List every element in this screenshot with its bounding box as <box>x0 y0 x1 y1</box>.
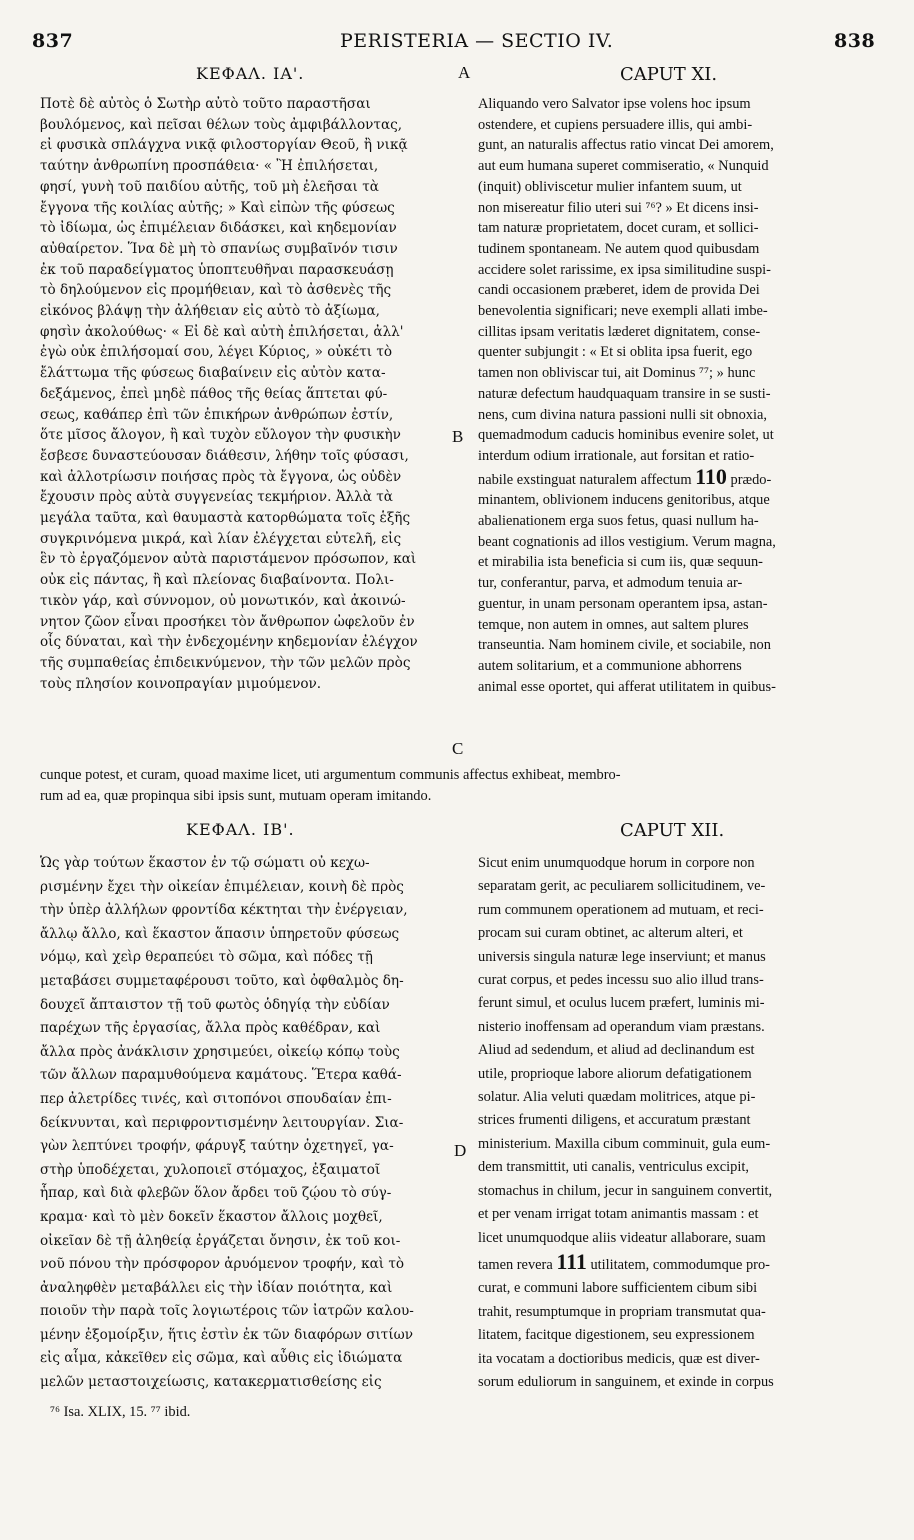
latin-text-chapter-11 <box>478 94 882 697</box>
latin-text-part: minantem, oblivionem inducens genitoribus, atque abalienationem erga suos fetus, quasi nullum ha- beant cognationis ad illos vestigium. Verum magna, et mirabilia ista beneficia si cum iis, quæ sequun- tur, conferantur, parva, et admodum tenuia ar- guentur, in unam personam operantem ipsa, astan- temque, non autem in omnes, aut saltem plures transeuntia. Nam hominem civile, et sociabile, non autem solitarium, et a communione abhorrens animal esse oportet, qui afferat utilitatem in quibus- <box>478 492 776 695</box>
margin-letter-d: D <box>454 1141 467 1160</box>
latin-chapter-title-12: CAPUT XII. <box>620 820 725 841</box>
greek-text-chapter-11: Ποτὲ δὲ αὐτὸς ὁ Σωτὴρ αὐτὸ τοῦτο παραστῆσαι βουλόμενος, καὶ πεῖσαι θέλων τοὺς ἀμφιβάλλοντας, εἰ φυσικὰ σπλάγχνα νικᾷ φιλοστοργίαν Θεοῦ, ἢ νικᾷ ταύτην ἀνθρωπίνη προσπάθεια· « Ἢ ἐπιλήσεται, φησί, γυνὴ τοῦ παιδίου αὐτῆς, τοῦ μὴ ἐλεῆσαι τὰ ἔγγονα τῆς κοιλίας αὐτῆς; » Καὶ εἰπὼν τῆς φύσεως τὸ ἰδίωμα, ὡς ἐπιμέλειαν διδάσκει, καὶ κηδεμονίαν αὐθαίρετον. Ἵνα δὲ μὴ τὸ σπανίως συμβαῖνόν τισιν ἐκ τοῦ παραδείγματος ὑποπτευθῆναι παρασκευάσῃ τὸ δηλούμενον εἰς προμήθειαν, καὶ τὸ ἀσθενὲς τῆς εἰκόνος βλάψῃ τὴν ἀλήθειαν εἰς αὐτὸ τὸ ἀξίωμα, φησὶν ἀκολούθως· « Εἰ δὲ καὶ αὐτὴ ἐπιλήσεται, ἀλλ' ἐγὼ οὐκ ἐπιλήσομαί σου, λέγει Κύριος, » οὐκέτι τὸ ἔλάττωμα τῆς φύσεως διαβαίνειν εἰς αὐτὸν κατα- δεξάμενος, ἐπεὶ μηδὲ πάθος τῆς θείας ἅπτεται φύ- σεως, καθάπερ ἐπὶ τῶν ἐπικήρων ἀνθρώπων ἐστίν, ὅτε μῖσος ἄλογον, ἢ καὶ τυχὸν εὔλογον τὴν φυσικὴν ἔσβεσε δυναστεύουσαν διάθεσιν, λήθην τοῖς φύσασι, καὶ ἀλλοτρίωσιν ποιήσας πρὸς τὰ ἔγγονα, ὡς οὐδὲν ἔχουσιν πρὸς αὐτὰ συγγενείας τεκμήριον. Ἀλλὰ τὰ μεγάλα ταῦτα, καὶ θαυμαστὰ κατορθώματα τοῖς ἑξῆς συγκρινόμενα μικρά, καὶ λίαν ἐλέγχεται εὐτελῆ, εἰς ἓν τὸ ἐργαζόμενον αὐτὰ παριστάμενον πρόσωπον, καὶ οὐκ εἰς πάντας, ἢ καὶ πλείονας διαβαίνοντα. Πολι- τικὸν γάρ, καὶ σύννομον, οὐ μονωτικόν, καὶ ἀκοινώ- νητον ζῶον εἶναι προσήκει τὸν ἄνθρωπον ὠφελοῦν ἐν οἷς δύναται, καὶ τὴν ἐνδεχομένην κηδεμονίαν ἐλέγχον τῆς συμπαθείας ἐπιδεικνύμενον, τὴν τῶν μελῶν πρὸς τοὺς πλησίον κοινοπραγίαν μιμούμενον. <box>40 96 418 692</box>
latin-text-part: curat, e communi labore sufficientem cibum sibi trahit, resumptumque in propriam transmutat qua- litatem, facitque digestionem, seu expressionem ita vocatam a doctioribus medicis, quæ est diver- sorum eduliorum in sanguinem, et exinde in corpus <box>478 1280 774 1390</box>
greek-chapter-title-11: ΚΕΦΑΛ. ΙΑ'. <box>196 64 305 83</box>
greek-text-chapter-12: Ὡς γὰρ τούτων ἕκαστον ἐν τῷ σώματι οὐ κεχω- ρισμένην ἔχει τὴν οἰκείαν ἐπιμέλειαν, κοινὴ δὲ πρὸς τὴν ὑπὲρ ἀλλήλων φροντίδα κέκτηται τὴν ἐνέργειαν, ἄλλῳ ἄλλο, καὶ ἕκαστον ἅπασιν ὑπηρετοῦν φύσεως νόμῳ, καὶ χεὶρ θεραπεύει τὸ σῶμα, καὶ πόδες τῇ μεταβάσει συμμεταφέρουσι τοῦτο, καὶ ὀφθαλμὸς δη- δουχεῖ ἄπταιστον τῇ τοῦ φωτὸς ὁδηγίᾳ τὴν εὐδίαν παρέχων τῆς ἐργασίας, ἄλλα πρὸς καθέδραν, καὶ ἄλλα πρὸς ἀνάκλισιν χρησιμεύει, οἰκείῳ κόπῳ τοὺς τῶν ἄλλων παραμυθούμενα καμάτους. Ἕτερα καθά- περ ἀλετρίδες τινές, καὶ σιτοπόνοι σπουδαίαν ἐπι- δείκνυνται, καὶ περιφροντισμένην λειτουργίαν. Σια- γὼν λεπτύνει τροφήν, φάρυγξ ταύτην ὀχετηγεῖ, γα- στὴρ ὑποδέχεται, χυλοποιεῖ στόμαχος, ἐξαιματοῖ ἧπαρ, καὶ διὰ φλεβῶν ὅλον ἄρδει τοῦ ζῴου τὸ σύγ- κραμα· καὶ τὸ μὲν δοκεῖν ἕκαστον ἄλλοις μοχθεῖ, οἰκεῖαν δὲ τῇ ἀληθείᾳ ἐργάζεται ὄνησιν, ἐκ τοῦ κοι- νοῦ πόνου τὴν πρόσφορον ἀρυόμενον τροφήν, καὶ τὸ ἀναληφθὲν μεταβάλλει εἰς τὴν ἰδίαν ποιότητα, καὶ ποιοῦν τὴν παρὰ τοῖς λογιωτέροις τῶν ἰατρῶν καλου- μένην ἐξομοίρξιν, ἥτις ἐστὶν ἐκ τῶν διαφόρων σιτίων εἰς αἷμα, κἀκεῖθεν εἰς σῶμα, καὶ αὖθις εἰς ἰδιώματα μελῶν μεταστοιχείωσις, κατακερματισθείσης εἰς <box>40 855 414 1391</box>
footnotes: ⁷⁶ Isa. XLIX, 15. ⁷⁷ ibid. <box>50 1404 191 1420</box>
latin-text-part: utilitatem, commodumque pro- <box>586 1256 770 1273</box>
latin-text-continuation: cunque potest, et curam, quoad maxime licet, uti argumentum communis affectus exhibeat, membro- rum ad ea, quæ propinqua sibi ipsis sunt, mutuam operam imitando. <box>40 767 621 804</box>
greek-chapter-title-12: ΚΕΦΑΛ. ΙΒ'. <box>186 820 295 839</box>
latin-text-part: Sicut enim unumquodque horum in corpore non separatam gerit, ac peculiarem sollicitudinem, ve- rum communem operationem ad mutuam, et reci- procam sui curam obtinet, ac alterum alteri, et universis singula naturæ lege inserviunt; et manus curat corpus, et pedes incessu suo alio illud trans- ferunt simul, et oculus lucem præfert, luminis mi- nisterio inoffensam ad operandum viam præstans. Aliud ad sedendum, et aliud ad declinandum est utile, proprioque labore aliorum defatigationem solatur. Alia veluti quædam molitrices, atque pi- strices frumenti diligens, et accuratum præstant ministerium. Maxilla cibum comminuit, gula eum- dem transmittit, uti canalis, ventriculus excipit, stomachus in chilum, jecur in sanguinem convertit, et per venam irrigat totam animantis massam : et licet unumquodque aliis videatur allaborare, suam tamen revera <box>478 855 773 1273</box>
latin-text-part: prædo- <box>726 471 772 488</box>
running-title: PERISTERIA — SECTIO IV. <box>340 30 614 52</box>
latin-text-part: Aliquando vero Salvator ipse volens hoc ipsum ostendere, et cupiens persuadere illis, qui ambi- gunt, an naturalis affectus ratio vincat Dei amorem, aut eum humana superet commiseratio, « Nunquid (inquit) obliviscetur mulier infantem suum, ut non misereatur filio uteri sui ⁷⁶? » Et dicens insi- tam naturæ proprietatem, docet curam, et sollici- tudinem spontaneam. Ne autem quod quibusdam accidere solet rarissime, ex ipsa similitudine suspi- candi occasionem præberet, idem de provida Dei benevolentia significari; neve exempli allati imbe- cillitas ipsam veritatis læderet dignitatem, conse- quenter subjungit : « Et si oblita ipsa fuerit, ego tamen non obliviscar tui, ait Dominus ⁷⁷; » hunc naturæ defectum haudquaquam transire in se susti- nens, cum divina natura passioni nulli sit obnoxia, quemadmodum caducis hominibus evenire solet, ut interdum odium irrationale, aut forsitan et ratio- nabile exstinguat naturalem affectum <box>478 96 774 488</box>
folio-marker-111: 111 <box>556 1248 587 1274</box>
margin-letter-a: A <box>458 63 471 82</box>
page-number-left: 837 <box>32 30 74 52</box>
latin-text-chapter-12 <box>478 852 882 1394</box>
page-number-right: 838 <box>834 30 876 52</box>
margin-letter-b: B <box>452 427 464 446</box>
folio-marker-110: 110 <box>695 463 727 489</box>
latin-chapter-title-11: CAPUT XI. <box>620 64 718 85</box>
margin-letter-c: C <box>452 739 464 758</box>
